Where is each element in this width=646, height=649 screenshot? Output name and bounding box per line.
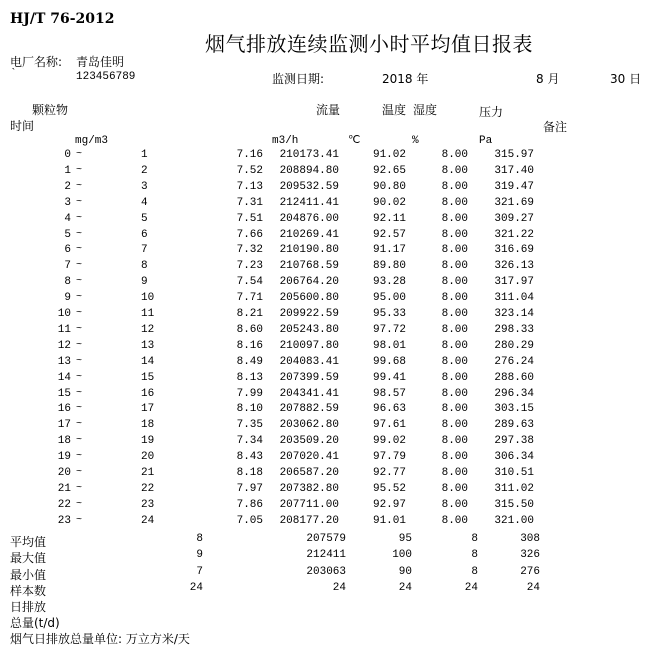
flow-value: 212411.41 bbox=[279, 197, 339, 209]
pressure-value: 310.51 bbox=[494, 467, 534, 479]
range-tilde: ~ bbox=[76, 292, 83, 303]
summary-pressure: 308 bbox=[520, 533, 540, 545]
pressure-value: 317.40 bbox=[494, 165, 534, 177]
particulate-value: 7.71 bbox=[236, 292, 263, 304]
hour-to: 21 bbox=[141, 467, 155, 479]
hour-to: 10 bbox=[141, 292, 155, 304]
humidity-value: 8.00 bbox=[441, 308, 468, 320]
table-row bbox=[0, 260, 646, 276]
unit-flow: m3/h bbox=[272, 135, 299, 147]
hour-from: 12 bbox=[57, 340, 71, 352]
summary-flow: 207579 bbox=[306, 533, 346, 545]
range-tilde: ~ bbox=[76, 435, 83, 446]
hour-from: 16 bbox=[57, 403, 71, 415]
summary-label: 样本数 bbox=[10, 584, 47, 598]
particulate-value: 7.23 bbox=[236, 260, 263, 272]
hour-to: 12 bbox=[141, 324, 155, 336]
header-remark: 备注 bbox=[543, 120, 568, 134]
pressure-value: 323.14 bbox=[494, 308, 534, 320]
table-row bbox=[0, 356, 646, 372]
summary-particulate: 8 bbox=[196, 533, 203, 545]
range-tilde: ~ bbox=[76, 419, 83, 430]
summary-temperature: 100 bbox=[392, 549, 412, 561]
hour-from: 23 bbox=[57, 515, 71, 527]
pressure-value: 315.50 bbox=[494, 499, 534, 511]
hour-to: 8 bbox=[141, 260, 148, 272]
particulate-value: 7.52 bbox=[236, 165, 263, 177]
pressure-value: 298.33 bbox=[494, 324, 534, 336]
particulate-value: 7.34 bbox=[236, 435, 263, 447]
table-row bbox=[0, 244, 646, 260]
table-row bbox=[0, 197, 646, 213]
table-row bbox=[0, 340, 646, 356]
footnote: 烟气日排放总量单位: 万立方米/天 bbox=[10, 632, 190, 646]
particulate-value: 7.99 bbox=[236, 388, 263, 400]
humidity-value: 8.00 bbox=[441, 197, 468, 209]
humidity-value: 8.00 bbox=[441, 292, 468, 304]
summary-humidity: 8 bbox=[471, 566, 478, 578]
hour-from: 18 bbox=[57, 435, 71, 447]
summary-flow: 24 bbox=[332, 582, 346, 594]
humidity-value: 8.00 bbox=[441, 165, 468, 177]
hour-from: 11 bbox=[57, 324, 71, 336]
summary-flow: 203063 bbox=[306, 566, 346, 578]
range-tilde: ~ bbox=[76, 213, 83, 224]
range-tilde: ~ bbox=[76, 229, 83, 240]
hour-to: 14 bbox=[141, 356, 155, 368]
pressure-value: 311.02 bbox=[494, 483, 534, 495]
header-pressure: 压力 bbox=[479, 105, 504, 119]
date-label: 监测日期: bbox=[272, 72, 325, 86]
flow-value: 205600.80 bbox=[279, 292, 339, 304]
table-row bbox=[0, 388, 646, 404]
particulate-value: 8.60 bbox=[236, 324, 263, 336]
range-tilde: ~ bbox=[76, 324, 83, 335]
hour-from: 9 bbox=[64, 292, 71, 304]
temperature-value: 92.11 bbox=[372, 213, 406, 225]
flow-value: 205243.80 bbox=[279, 324, 339, 336]
humidity-value: 8.00 bbox=[441, 181, 468, 193]
standard-code: HJ/T 76-2012 bbox=[10, 11, 115, 27]
pressure-value: 321.00 bbox=[494, 515, 534, 527]
humidity-value: 8.00 bbox=[441, 467, 468, 479]
hour-to: 24 bbox=[141, 515, 155, 527]
hour-to: 7 bbox=[141, 244, 148, 256]
flow-value: 208177.20 bbox=[279, 515, 339, 527]
particulate-value: 7.86 bbox=[236, 499, 263, 511]
humidity-value: 8.00 bbox=[441, 356, 468, 368]
humidity-value: 8.00 bbox=[441, 260, 468, 272]
hour-to: 23 bbox=[141, 499, 155, 511]
summary-humidity: 8 bbox=[471, 549, 478, 561]
hour-to: 11 bbox=[141, 308, 155, 320]
humidity-value: 8.00 bbox=[441, 229, 468, 241]
table-row bbox=[0, 467, 646, 483]
summary-row bbox=[0, 566, 646, 582]
flow-value: 210173.41 bbox=[279, 149, 339, 161]
summary-pressure: 24 bbox=[526, 582, 540, 594]
flow-value: 203062.80 bbox=[279, 419, 339, 431]
hour-from: 21 bbox=[57, 483, 71, 495]
pressure-value: 316.69 bbox=[494, 244, 534, 256]
flow-value: 203509.20 bbox=[279, 435, 339, 447]
flow-value: 206587.20 bbox=[279, 467, 339, 479]
summary-humidity: 8 bbox=[471, 533, 478, 545]
daily-total-label-line1: 日排放 bbox=[10, 600, 47, 614]
hour-from: 17 bbox=[57, 419, 71, 431]
particulate-value: 7.97 bbox=[236, 483, 263, 495]
particulate-value: 8.43 bbox=[236, 451, 263, 463]
header-flow: 流量 bbox=[316, 103, 341, 117]
unit-humidity: % bbox=[412, 135, 419, 147]
hour-from: 19 bbox=[57, 451, 71, 463]
hour-from: 0 bbox=[64, 149, 71, 161]
flow-value: 207382.80 bbox=[279, 483, 339, 495]
range-tilde: ~ bbox=[76, 372, 83, 383]
humidity-value: 8.00 bbox=[441, 388, 468, 400]
header-humidity: 湿度 bbox=[413, 103, 438, 117]
summary-humidity: 24 bbox=[464, 582, 478, 594]
hour-to: 6 bbox=[141, 229, 148, 241]
temperature-value: 92.57 bbox=[372, 229, 406, 241]
temperature-value: 95.52 bbox=[372, 483, 406, 495]
table-row bbox=[0, 292, 646, 308]
hour-to: 9 bbox=[141, 276, 148, 288]
table-row bbox=[0, 324, 646, 340]
flow-value: 204876.00 bbox=[279, 213, 339, 225]
hour-to: 1 bbox=[141, 149, 148, 161]
flow-value: 209922.59 bbox=[279, 308, 339, 320]
temperature-value: 97.72 bbox=[372, 324, 406, 336]
pressure-value: 317.97 bbox=[494, 276, 534, 288]
range-tilde: ~ bbox=[76, 515, 83, 526]
table-row bbox=[0, 451, 646, 467]
flow-value: 209532.59 bbox=[279, 181, 339, 193]
particulate-value: 7.31 bbox=[236, 197, 263, 209]
particulate-value: 8.21 bbox=[236, 308, 263, 320]
table-row bbox=[0, 213, 646, 229]
flow-value: 208894.80 bbox=[279, 165, 339, 177]
hour-from: 5 bbox=[64, 229, 71, 241]
unit-temperature: ℃ bbox=[348, 135, 361, 147]
temperature-value: 91.01 bbox=[372, 515, 406, 527]
hour-to: 15 bbox=[141, 372, 155, 384]
hour-from: 20 bbox=[57, 467, 71, 479]
hour-from: 7 bbox=[64, 260, 71, 272]
summary-particulate: 7 bbox=[196, 566, 203, 578]
range-tilde: ~ bbox=[76, 403, 83, 414]
humidity-value: 8.00 bbox=[441, 340, 468, 352]
particulate-value: 7.35 bbox=[236, 419, 263, 431]
hour-from: 22 bbox=[57, 499, 71, 511]
range-tilde: ~ bbox=[76, 308, 83, 319]
particulate-value: 8.10 bbox=[236, 403, 263, 415]
summary-particulate: 9 bbox=[196, 549, 203, 561]
humidity-value: 8.00 bbox=[441, 244, 468, 256]
range-tilde: ~ bbox=[76, 340, 83, 351]
flow-value: 210269.41 bbox=[279, 229, 339, 241]
hour-to: 19 bbox=[141, 435, 155, 447]
range-tilde: ~ bbox=[76, 483, 83, 494]
pressure-value: 280.29 bbox=[494, 340, 534, 352]
report-title: 烟气排放连续监测小时平均值日报表 bbox=[205, 32, 533, 56]
hour-from: 6 bbox=[64, 244, 71, 256]
summary-pressure: 276 bbox=[520, 566, 540, 578]
header-temperature: 温度 bbox=[382, 103, 407, 117]
range-tilde: ~ bbox=[76, 197, 83, 208]
temperature-value: 97.61 bbox=[372, 419, 406, 431]
particulate-value: 7.05 bbox=[236, 515, 263, 527]
pressure-value: 321.22 bbox=[494, 229, 534, 241]
summary-label: 平均值 bbox=[10, 535, 47, 549]
daily-total-label-line2: 总量(t/d) bbox=[10, 616, 60, 630]
temperature-value: 91.17 bbox=[372, 244, 406, 256]
particulate-value: 7.51 bbox=[236, 213, 263, 225]
humidity-value: 8.00 bbox=[441, 324, 468, 336]
date-month: 8 月 bbox=[536, 72, 560, 86]
range-tilde: ~ bbox=[76, 260, 83, 271]
table-row bbox=[0, 165, 646, 181]
particulate-value: 8.18 bbox=[236, 467, 263, 479]
humidity-value: 8.00 bbox=[441, 276, 468, 288]
humidity-value: 8.00 bbox=[441, 435, 468, 447]
summary-flow: 212411 bbox=[306, 549, 346, 561]
plant-mark: ` bbox=[10, 68, 17, 80]
pressure-value: 321.69 bbox=[494, 197, 534, 209]
temperature-value: 98.01 bbox=[372, 340, 406, 352]
temperature-value: 90.02 bbox=[372, 197, 406, 209]
flow-value: 207399.59 bbox=[279, 372, 339, 384]
temperature-value: 92.77 bbox=[372, 467, 406, 479]
humidity-value: 8.00 bbox=[441, 213, 468, 225]
temperature-value: 97.79 bbox=[372, 451, 406, 463]
hour-from: 14 bbox=[57, 372, 71, 384]
pressure-value: 303.15 bbox=[494, 403, 534, 415]
range-tilde: ~ bbox=[76, 388, 83, 399]
hour-from: 10 bbox=[57, 308, 71, 320]
table-row bbox=[0, 276, 646, 292]
plant-name: 青岛佳明 bbox=[76, 55, 125, 69]
summary-particulate: 24 bbox=[189, 582, 203, 594]
hour-to: 3 bbox=[141, 181, 148, 193]
hour-to: 4 bbox=[141, 197, 148, 209]
humidity-value: 8.00 bbox=[441, 483, 468, 495]
particulate-value: 7.16 bbox=[236, 149, 263, 161]
summary-pressure: 326 bbox=[520, 549, 540, 561]
hour-to: 22 bbox=[141, 483, 155, 495]
flow-value: 206764.20 bbox=[279, 276, 339, 288]
hour-to: 13 bbox=[141, 340, 155, 352]
hour-from: 8 bbox=[64, 276, 71, 288]
pressure-value: 288.60 bbox=[494, 372, 534, 384]
temperature-value: 92.65 bbox=[372, 165, 406, 177]
hour-to: 17 bbox=[141, 403, 155, 415]
range-tilde: ~ bbox=[76, 499, 83, 510]
hour-to: 18 bbox=[141, 419, 155, 431]
table-row bbox=[0, 499, 646, 515]
summary-row bbox=[0, 549, 646, 565]
pressure-value: 326.13 bbox=[494, 260, 534, 272]
range-tilde: ~ bbox=[76, 181, 83, 192]
humidity-value: 8.00 bbox=[441, 372, 468, 384]
flow-value: 210190.80 bbox=[279, 244, 339, 256]
range-tilde: ~ bbox=[76, 356, 83, 367]
table-row bbox=[0, 229, 646, 245]
flow-value: 204341.41 bbox=[279, 388, 339, 400]
flow-value: 207711.00 bbox=[279, 499, 339, 511]
unit-particulate: mg/m3 bbox=[75, 135, 109, 147]
hour-from: 4 bbox=[64, 213, 71, 225]
range-tilde: ~ bbox=[76, 467, 83, 478]
temperature-value: 98.57 bbox=[372, 388, 406, 400]
humidity-value: 8.00 bbox=[441, 499, 468, 511]
hour-to: 16 bbox=[141, 388, 155, 400]
table-row bbox=[0, 149, 646, 165]
temperature-value: 95.00 bbox=[372, 292, 406, 304]
summary-row bbox=[0, 582, 646, 598]
humidity-value: 8.00 bbox=[441, 403, 468, 415]
flow-value: 210768.59 bbox=[279, 260, 339, 272]
particulate-value: 7.66 bbox=[236, 229, 263, 241]
pressure-value: 309.27 bbox=[494, 213, 534, 225]
humidity-value: 8.00 bbox=[441, 451, 468, 463]
table-row bbox=[0, 483, 646, 499]
table-row bbox=[0, 181, 646, 197]
summary-label: 最小值 bbox=[10, 568, 47, 582]
temperature-value: 90.80 bbox=[372, 181, 406, 193]
pressure-value: 276.24 bbox=[494, 356, 534, 368]
temperature-value: 89.80 bbox=[372, 260, 406, 272]
table-row bbox=[0, 435, 646, 451]
hour-from: 13 bbox=[57, 356, 71, 368]
flow-value: 207020.41 bbox=[279, 451, 339, 463]
hour-to: 5 bbox=[141, 213, 148, 225]
temperature-value: 96.63 bbox=[372, 403, 406, 415]
temperature-value: 99.68 bbox=[372, 356, 406, 368]
pressure-value: 297.38 bbox=[494, 435, 534, 447]
plant-label: 电厂名称: bbox=[10, 55, 63, 69]
summary-row bbox=[0, 533, 646, 549]
hour-from: 3 bbox=[64, 197, 71, 209]
pressure-value: 306.34 bbox=[494, 451, 534, 463]
particulate-value: 8.16 bbox=[236, 340, 263, 352]
humidity-value: 8.00 bbox=[441, 419, 468, 431]
particulate-value: 7.13 bbox=[236, 181, 263, 193]
unit-pressure: Pa bbox=[479, 135, 493, 147]
range-tilde: ~ bbox=[76, 451, 83, 462]
particulate-value: 8.13 bbox=[236, 372, 263, 384]
table-row bbox=[0, 372, 646, 388]
table-row bbox=[0, 515, 646, 531]
flow-value: 204083.41 bbox=[279, 356, 339, 368]
range-tilde: ~ bbox=[76, 244, 83, 255]
particulate-value: 8.49 bbox=[236, 356, 263, 368]
table-row bbox=[0, 403, 646, 419]
pressure-value: 315.97 bbox=[494, 149, 534, 161]
header-time: 时间 bbox=[10, 119, 35, 133]
header-particulate: 颗粒物 bbox=[32, 103, 69, 117]
hour-to: 2 bbox=[141, 165, 148, 177]
plant-code: 123456789 bbox=[76, 71, 136, 83]
pressure-value: 289.63 bbox=[494, 419, 534, 431]
hour-from: 2 bbox=[64, 181, 71, 193]
date-day: 30 日 bbox=[610, 72, 642, 86]
particulate-value: 7.32 bbox=[236, 244, 263, 256]
summary-temperature: 90 bbox=[398, 566, 412, 578]
table-row bbox=[0, 419, 646, 435]
temperature-value: 91.02 bbox=[372, 149, 406, 161]
hour-from: 15 bbox=[57, 388, 71, 400]
flow-value: 207882.59 bbox=[279, 403, 339, 415]
pressure-value: 319.47 bbox=[494, 181, 534, 193]
summary-label: 最大值 bbox=[10, 551, 47, 565]
hour-to: 20 bbox=[141, 451, 155, 463]
temperature-value: 99.02 bbox=[372, 435, 406, 447]
flow-value: 210097.80 bbox=[279, 340, 339, 352]
pressure-value: 311.04 bbox=[494, 292, 534, 304]
table-row bbox=[0, 308, 646, 324]
temperature-value: 95.33 bbox=[372, 308, 406, 320]
pressure-value: 296.34 bbox=[494, 388, 534, 400]
temperature-value: 99.41 bbox=[372, 372, 406, 384]
summary-temperature: 24 bbox=[398, 582, 412, 594]
range-tilde: ~ bbox=[76, 165, 83, 176]
range-tilde: ~ bbox=[76, 149, 83, 160]
humidity-value: 8.00 bbox=[441, 515, 468, 527]
range-tilde: ~ bbox=[76, 276, 83, 287]
date-year: 2018 年 bbox=[382, 72, 429, 86]
particulate-value: 7.54 bbox=[236, 276, 263, 288]
temperature-value: 92.97 bbox=[372, 499, 406, 511]
hour-from: 1 bbox=[64, 165, 71, 177]
temperature-value: 93.28 bbox=[372, 276, 406, 288]
summary-temperature: 95 bbox=[398, 533, 412, 545]
humidity-value: 8.00 bbox=[441, 149, 468, 161]
